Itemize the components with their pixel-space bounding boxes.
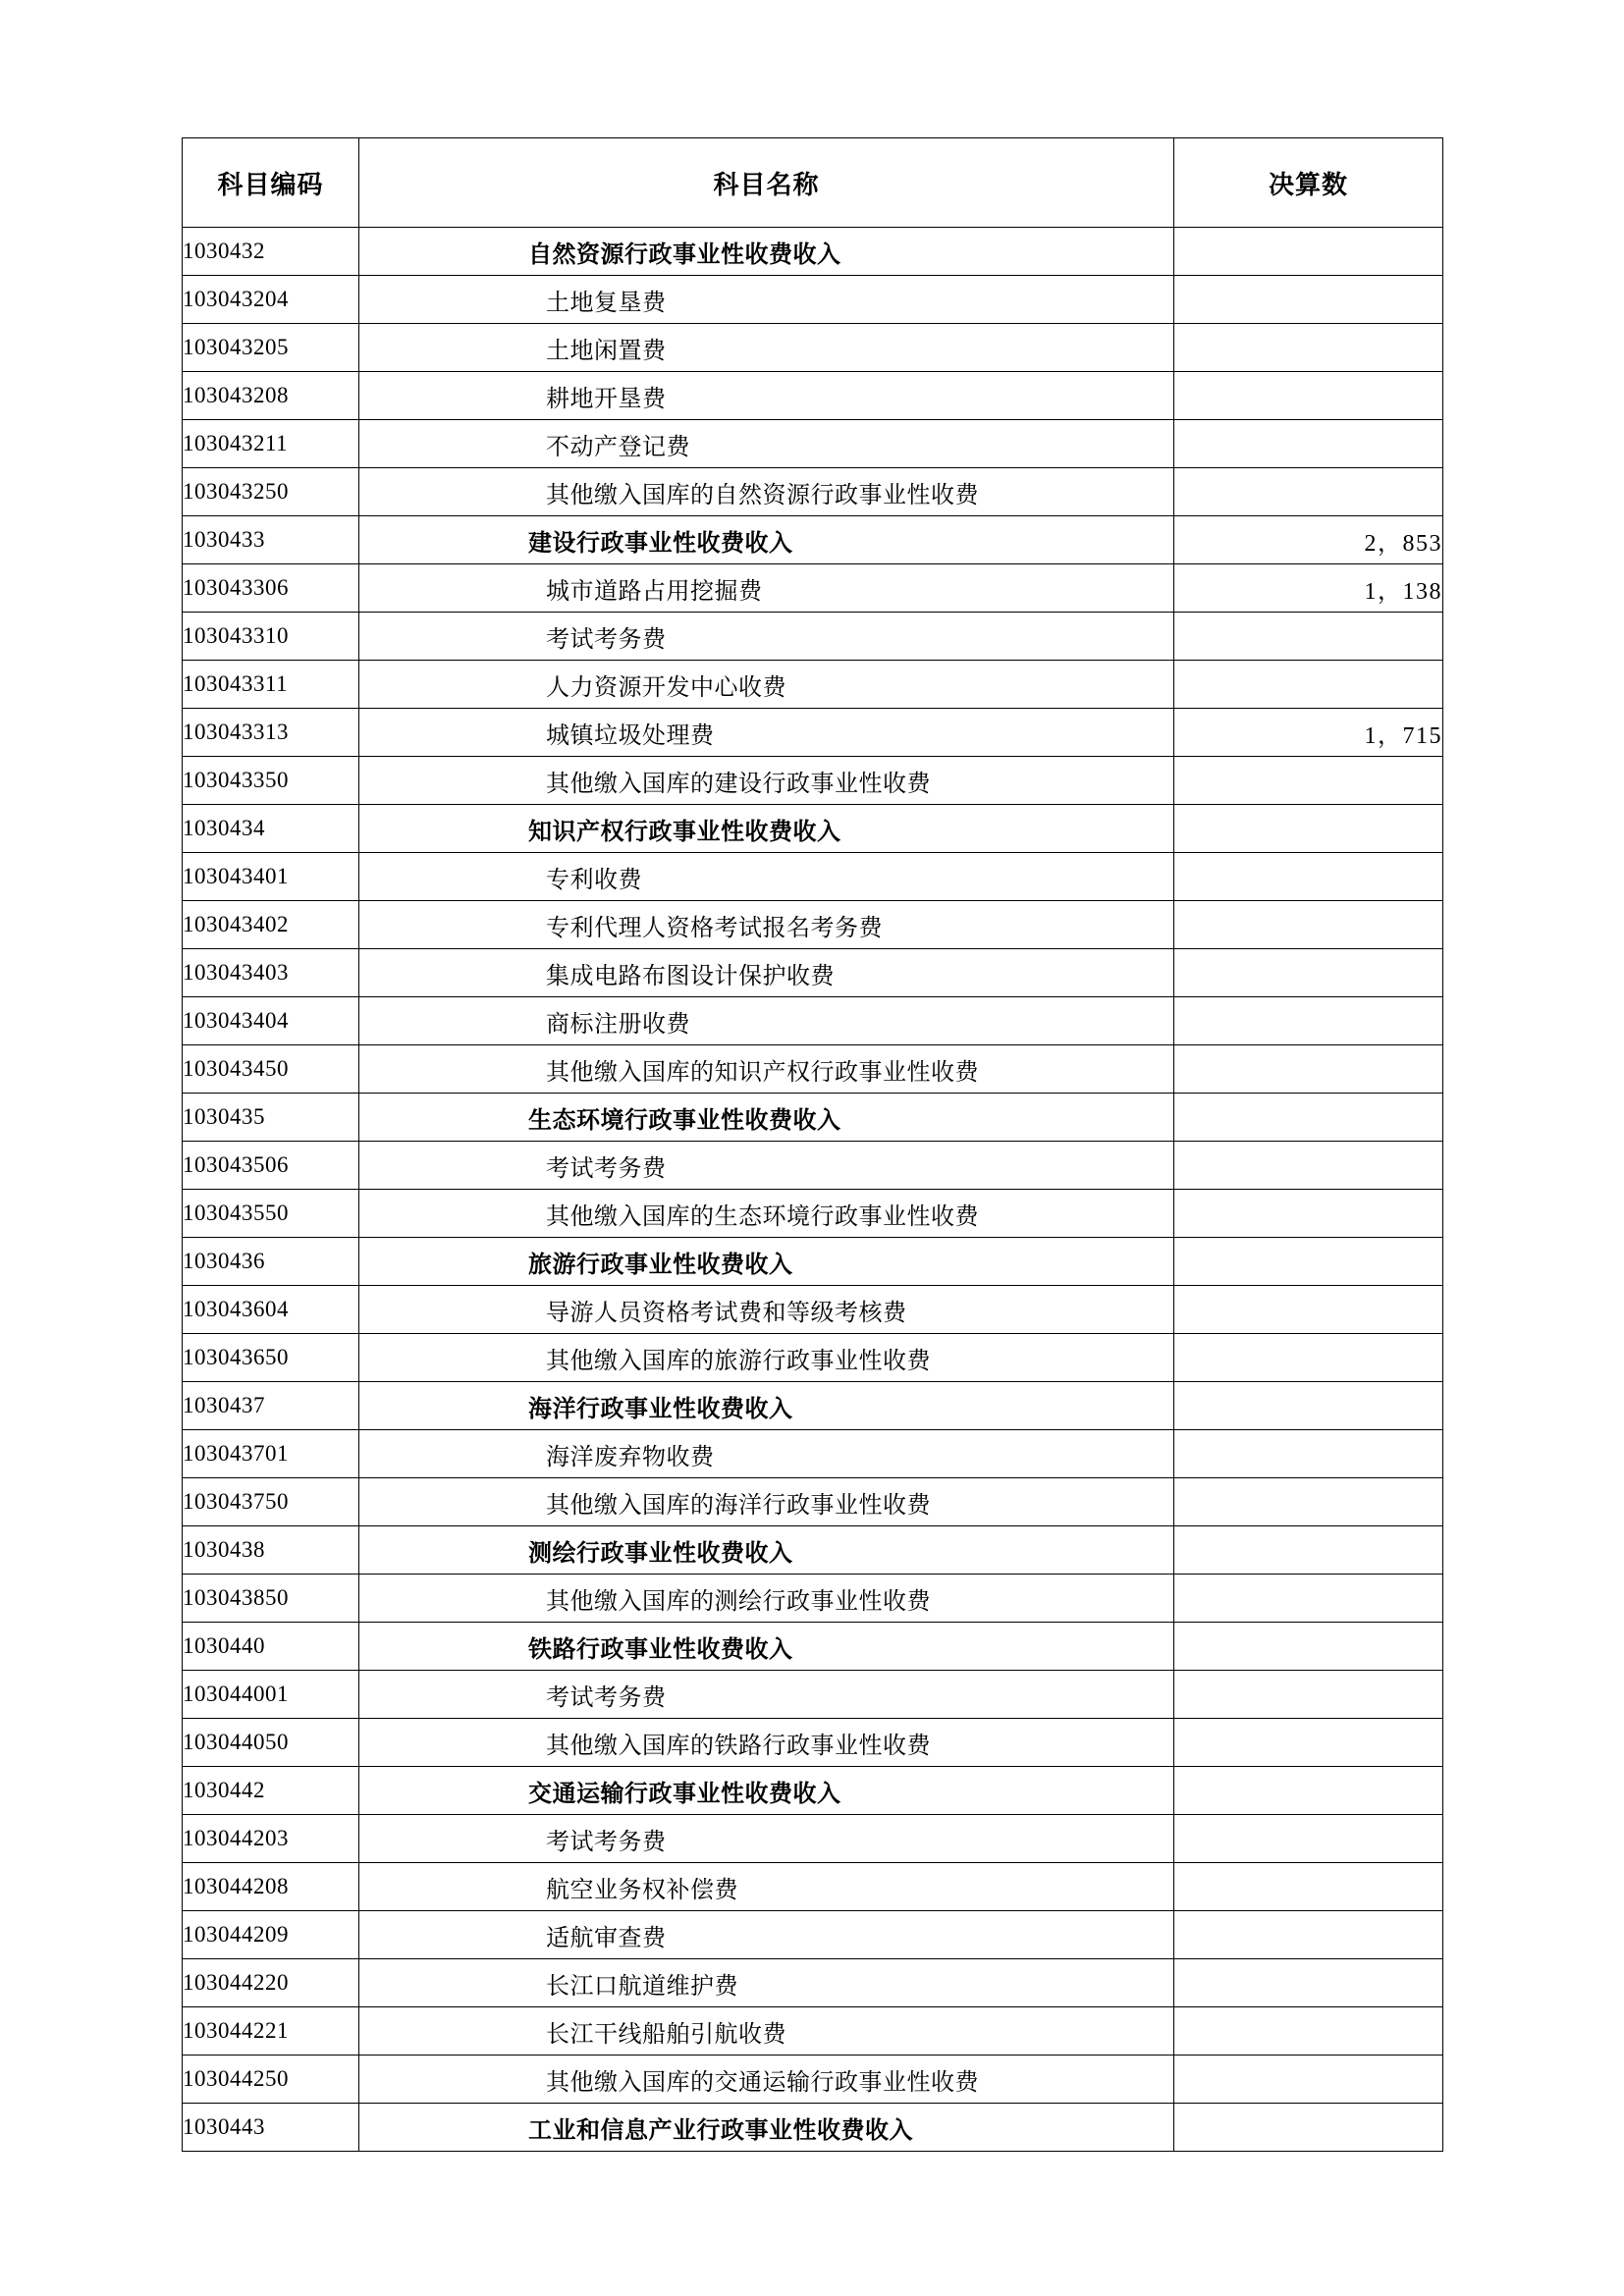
- cell-final-amount: [1174, 420, 1443, 468]
- subject-name-text: 考试考务费: [546, 626, 667, 653]
- cell-subject-name: [359, 2056, 1174, 2104]
- cell-final-amount: [1174, 1094, 1443, 1142]
- cell-final-amount: [1174, 1190, 1443, 1238]
- column-header-amount: 决算数: [1174, 138, 1443, 228]
- cell-final-amount: [1174, 1526, 1443, 1575]
- cell-final-amount: [1174, 949, 1443, 997]
- table-row: [183, 564, 1443, 613]
- table-row: [183, 613, 1443, 661]
- cell-subject-name: [359, 228, 1174, 276]
- subject-name-text: 其他缴入国库的建设行政事业性收费: [546, 771, 931, 797]
- cell-subject-name: [359, 1238, 1174, 1286]
- cell-subject-name: [359, 1575, 1174, 1623]
- cell-subject-name: [359, 1430, 1174, 1478]
- cell-subject-code: 103043404: [183, 997, 359, 1045]
- cell-final-amount: [1174, 997, 1443, 1045]
- cell-final-amount: [1174, 372, 1443, 420]
- table-row: [183, 1478, 1443, 1526]
- cell-subject-code: 1030435: [183, 1094, 359, 1142]
- subject-name-text: 测绘行政事业性收费收入: [528, 1540, 793, 1567]
- cell-final-amount: [1174, 1382, 1443, 1430]
- subject-name-text: 海洋废弃物收费: [546, 1444, 715, 1470]
- subject-name-text: 航空业务权补偿费: [546, 1877, 738, 1903]
- subject-name-text: 不动产登记费: [546, 434, 690, 460]
- cell-subject-name: [359, 1671, 1174, 1719]
- table-row: [183, 901, 1443, 949]
- cell-subject-code: 103043350: [183, 757, 359, 805]
- cell-subject-name: [359, 2007, 1174, 2056]
- table-row: [183, 468, 1443, 516]
- cell-final-amount: [1174, 853, 1443, 901]
- table-header: [183, 138, 1443, 228]
- cell-subject-name: [359, 1959, 1174, 2007]
- table-row: [183, 997, 1443, 1045]
- subject-name-text: 土地闲置费: [546, 338, 667, 364]
- cell-subject-code: 1030433: [183, 516, 359, 564]
- cell-final-amount: [1174, 2056, 1443, 2104]
- cell-final-amount: [1174, 1815, 1443, 1863]
- subject-name-text: 城镇垃圾处理费: [546, 722, 715, 749]
- table-row: [183, 1094, 1443, 1142]
- cell-final-amount: [1174, 1430, 1443, 1478]
- subject-name-text: 旅游行政事业性收费收入: [528, 1252, 793, 1278]
- cell-subject-code: 103044221: [183, 2007, 359, 2056]
- cell-final-amount: [1174, 1238, 1443, 1286]
- subject-name-text: 生态环境行政事业性收费收入: [528, 1107, 841, 1134]
- table-row: [183, 1238, 1443, 1286]
- cell-subject-name: [359, 1815, 1174, 1863]
- cell-subject-code: 103044209: [183, 1911, 359, 1959]
- subject-name-text: 考试考务费: [546, 1829, 667, 1855]
- table-row: [183, 228, 1443, 276]
- subject-name-text: 耕地开垦费: [546, 386, 667, 412]
- cell-final-amount: [1174, 2104, 1443, 2152]
- cell-subject-name: [359, 1045, 1174, 1094]
- cell-subject-code: 103043403: [183, 949, 359, 997]
- cell-final-amount: 1，138: [1174, 564, 1443, 613]
- cell-final-amount: [1174, 1911, 1443, 1959]
- subject-name-text: 其他缴入国库的生态环境行政事业性收费: [546, 1203, 979, 1230]
- cell-final-amount: [1174, 1719, 1443, 1767]
- cell-subject-name: [359, 757, 1174, 805]
- cell-final-amount: [1174, 1863, 1443, 1911]
- table-row: [183, 1815, 1443, 1863]
- table-row: [183, 853, 1443, 901]
- cell-subject-code: 103044050: [183, 1719, 359, 1767]
- column-header-code: 科目编码: [183, 138, 359, 228]
- table-row: [183, 276, 1443, 324]
- cell-subject-code: 103043211: [183, 420, 359, 468]
- cell-subject-code: 1030443: [183, 2104, 359, 2152]
- table-row: [183, 1190, 1443, 1238]
- subject-name-text: 人力资源开发中心收费: [546, 674, 786, 701]
- subject-name-text: 导游人员资格考试费和等级考核费: [546, 1300, 907, 1326]
- cell-final-amount: [1174, 757, 1443, 805]
- cell-subject-code: 1030434: [183, 805, 359, 853]
- subject-name-text: 城市道路占用挖掘费: [546, 578, 763, 605]
- cell-subject-code: 1030437: [183, 1382, 359, 1430]
- table-row: [183, 1382, 1443, 1430]
- budget-table: [182, 137, 1443, 2152]
- cell-subject-name: [359, 853, 1174, 901]
- cell-subject-code: 1030438: [183, 1526, 359, 1575]
- cell-subject-name: [359, 420, 1174, 468]
- table-row: [183, 2007, 1443, 2056]
- table-row: [183, 1430, 1443, 1478]
- cell-final-amount: [1174, 1334, 1443, 1382]
- table-row: [183, 2104, 1443, 2152]
- cell-subject-name: [359, 1286, 1174, 1334]
- cell-final-amount: [1174, 805, 1443, 853]
- table-row: [183, 2056, 1443, 2104]
- subject-name-text: 集成电路布图设计保护收费: [546, 963, 835, 989]
- table-row: [183, 516, 1443, 564]
- header-row: [183, 138, 1443, 228]
- table-row: [183, 1575, 1443, 1623]
- table-row: [183, 1526, 1443, 1575]
- cell-subject-name: [359, 613, 1174, 661]
- cell-subject-code: 1030432: [183, 228, 359, 276]
- cell-final-amount: [1174, 901, 1443, 949]
- table-row: [183, 1767, 1443, 1815]
- cell-subject-name: [359, 1863, 1174, 1911]
- cell-subject-name: [359, 661, 1174, 709]
- cell-subject-code: 103043750: [183, 1478, 359, 1526]
- subject-name-text: 其他缴入国库的铁路行政事业性收费: [546, 1733, 931, 1759]
- cell-subject-name: [359, 1190, 1174, 1238]
- cell-subject-code: 103044203: [183, 1815, 359, 1863]
- cell-final-amount: [1174, 2007, 1443, 2056]
- cell-subject-name: [359, 1094, 1174, 1142]
- table-row: [183, 1671, 1443, 1719]
- subject-name-text: 长江口航道维护费: [546, 1973, 738, 2000]
- table-row: [183, 1045, 1443, 1094]
- subject-name-text: 铁路行政事业性收费收入: [528, 1636, 793, 1663]
- cell-subject-code: 103043850: [183, 1575, 359, 1623]
- cell-subject-code: 103043450: [183, 1045, 359, 1094]
- table-row: [183, 1142, 1443, 1190]
- cell-subject-code: 103044208: [183, 1863, 359, 1911]
- cell-subject-code: 103043401: [183, 853, 359, 901]
- cell-subject-name: [359, 709, 1174, 757]
- subject-name-text: 适航审查费: [546, 1925, 667, 1951]
- table-row: [183, 661, 1443, 709]
- cell-subject-name: [359, 1334, 1174, 1382]
- subject-name-text: 其他缴入国库的测绘行政事业性收费: [546, 1588, 931, 1615]
- cell-subject-name: [359, 2104, 1174, 2152]
- subject-name-text: 自然资源行政事业性收费收入: [528, 241, 841, 268]
- subject-name-text: 海洋行政事业性收费收入: [528, 1396, 793, 1422]
- cell-subject-code: 1030442: [183, 1767, 359, 1815]
- cell-subject-code: 103043208: [183, 372, 359, 420]
- cell-final-amount: [1174, 661, 1443, 709]
- subject-name-text: 长江干线船舶引航收费: [546, 2021, 786, 2048]
- table-row: [183, 1623, 1443, 1671]
- cell-final-amount: [1174, 1671, 1443, 1719]
- subject-name-text: 其他缴入国库的知识产权行政事业性收费: [546, 1059, 979, 1086]
- table-row: [183, 324, 1443, 372]
- cell-final-amount: [1174, 1045, 1443, 1094]
- cell-subject-name: [359, 1478, 1174, 1526]
- subject-name-text: 工业和信息产业行政事业性收费收入: [528, 2117, 913, 2144]
- cell-final-amount: 1，715: [1174, 709, 1443, 757]
- cell-subject-name: [359, 1142, 1174, 1190]
- table-row: [183, 1911, 1443, 1959]
- cell-subject-name: [359, 516, 1174, 564]
- cell-subject-code: 1030440: [183, 1623, 359, 1671]
- table-row: [183, 420, 1443, 468]
- table-row: [183, 949, 1443, 997]
- table-row: [183, 1959, 1443, 2007]
- cell-final-amount: 2，853: [1174, 516, 1443, 564]
- subject-name-text: 其他缴入国库的自然资源行政事业性收费: [546, 482, 979, 508]
- cell-final-amount: [1174, 276, 1443, 324]
- cell-final-amount: [1174, 1767, 1443, 1815]
- cell-subject-name: [359, 1382, 1174, 1430]
- table-row: [183, 1863, 1443, 1911]
- cell-final-amount: [1174, 1286, 1443, 1334]
- cell-subject-code: 103044220: [183, 1959, 359, 2007]
- cell-subject-name: [359, 1719, 1174, 1767]
- cell-subject-code: 103043402: [183, 901, 359, 949]
- cell-subject-name: [359, 324, 1174, 372]
- subject-name-text: 专利代理人资格考试报名考务费: [546, 915, 883, 941]
- subject-name-text: 其他缴入国库的交通运输行政事业性收费: [546, 2069, 979, 2096]
- cell-subject-code: 103043311: [183, 661, 359, 709]
- cell-subject-code: 103044001: [183, 1671, 359, 1719]
- table-row: [183, 709, 1443, 757]
- cell-subject-name: [359, 468, 1174, 516]
- cell-final-amount: [1174, 1142, 1443, 1190]
- table-row: [183, 757, 1443, 805]
- cell-subject-name: [359, 1911, 1174, 1959]
- cell-subject-name: [359, 276, 1174, 324]
- cell-subject-code: 103043204: [183, 276, 359, 324]
- cell-final-amount: [1174, 1623, 1443, 1671]
- subject-name-text: 考试考务费: [546, 1155, 667, 1182]
- table-row: [183, 1719, 1443, 1767]
- subject-name-text: 其他缴入国库的海洋行政事业性收费: [546, 1492, 931, 1519]
- subject-name-text: 土地复垦费: [546, 290, 667, 316]
- cell-final-amount: [1174, 468, 1443, 516]
- cell-subject-name: [359, 805, 1174, 853]
- table-row: [183, 1334, 1443, 1382]
- cell-subject-code: 103044250: [183, 2056, 359, 2104]
- cell-final-amount: [1174, 228, 1443, 276]
- cell-subject-name: [359, 1526, 1174, 1575]
- subject-name-text: 专利收费: [546, 867, 642, 893]
- cell-subject-name: [359, 1623, 1174, 1671]
- table-body: [183, 228, 1443, 2152]
- subject-name-text: 商标注册收费: [546, 1011, 690, 1038]
- cell-subject-name: [359, 1767, 1174, 1815]
- cell-final-amount: [1174, 1478, 1443, 1526]
- cell-subject-code: 103043313: [183, 709, 359, 757]
- subject-name-text: 建设行政事业性收费收入: [528, 530, 793, 557]
- cell-subject-code: 103043604: [183, 1286, 359, 1334]
- cell-subject-code: 1030436: [183, 1238, 359, 1286]
- cell-final-amount: [1174, 1575, 1443, 1623]
- cell-subject-code: 103043506: [183, 1142, 359, 1190]
- cell-subject-name: [359, 564, 1174, 613]
- subject-name-text: 考试考务费: [546, 1684, 667, 1711]
- cell-final-amount: [1174, 1959, 1443, 2007]
- cell-final-amount: [1174, 324, 1443, 372]
- cell-subject-name: [359, 372, 1174, 420]
- cell-subject-code: 103043650: [183, 1334, 359, 1382]
- cell-subject-code: 103043310: [183, 613, 359, 661]
- subject-name-text: 其他缴入国库的旅游行政事业性收费: [546, 1348, 931, 1374]
- table-row: [183, 805, 1443, 853]
- table-row: [183, 372, 1443, 420]
- column-header-name: 科目名称: [359, 138, 1174, 228]
- subject-name-text: 交通运输行政事业性收费收入: [528, 1781, 841, 1807]
- cell-subject-name: [359, 949, 1174, 997]
- cell-subject-name: [359, 901, 1174, 949]
- cell-subject-code: 103043701: [183, 1430, 359, 1478]
- cell-subject-name: [359, 997, 1174, 1045]
- cell-subject-code: 103043306: [183, 564, 359, 613]
- table-row: [183, 1286, 1443, 1334]
- cell-subject-code: 103043550: [183, 1190, 359, 1238]
- subject-name-text: 知识产权行政事业性收费收入: [528, 819, 841, 845]
- cell-subject-code: 103043250: [183, 468, 359, 516]
- cell-final-amount: [1174, 613, 1443, 661]
- cell-subject-code: 103043205: [183, 324, 359, 372]
